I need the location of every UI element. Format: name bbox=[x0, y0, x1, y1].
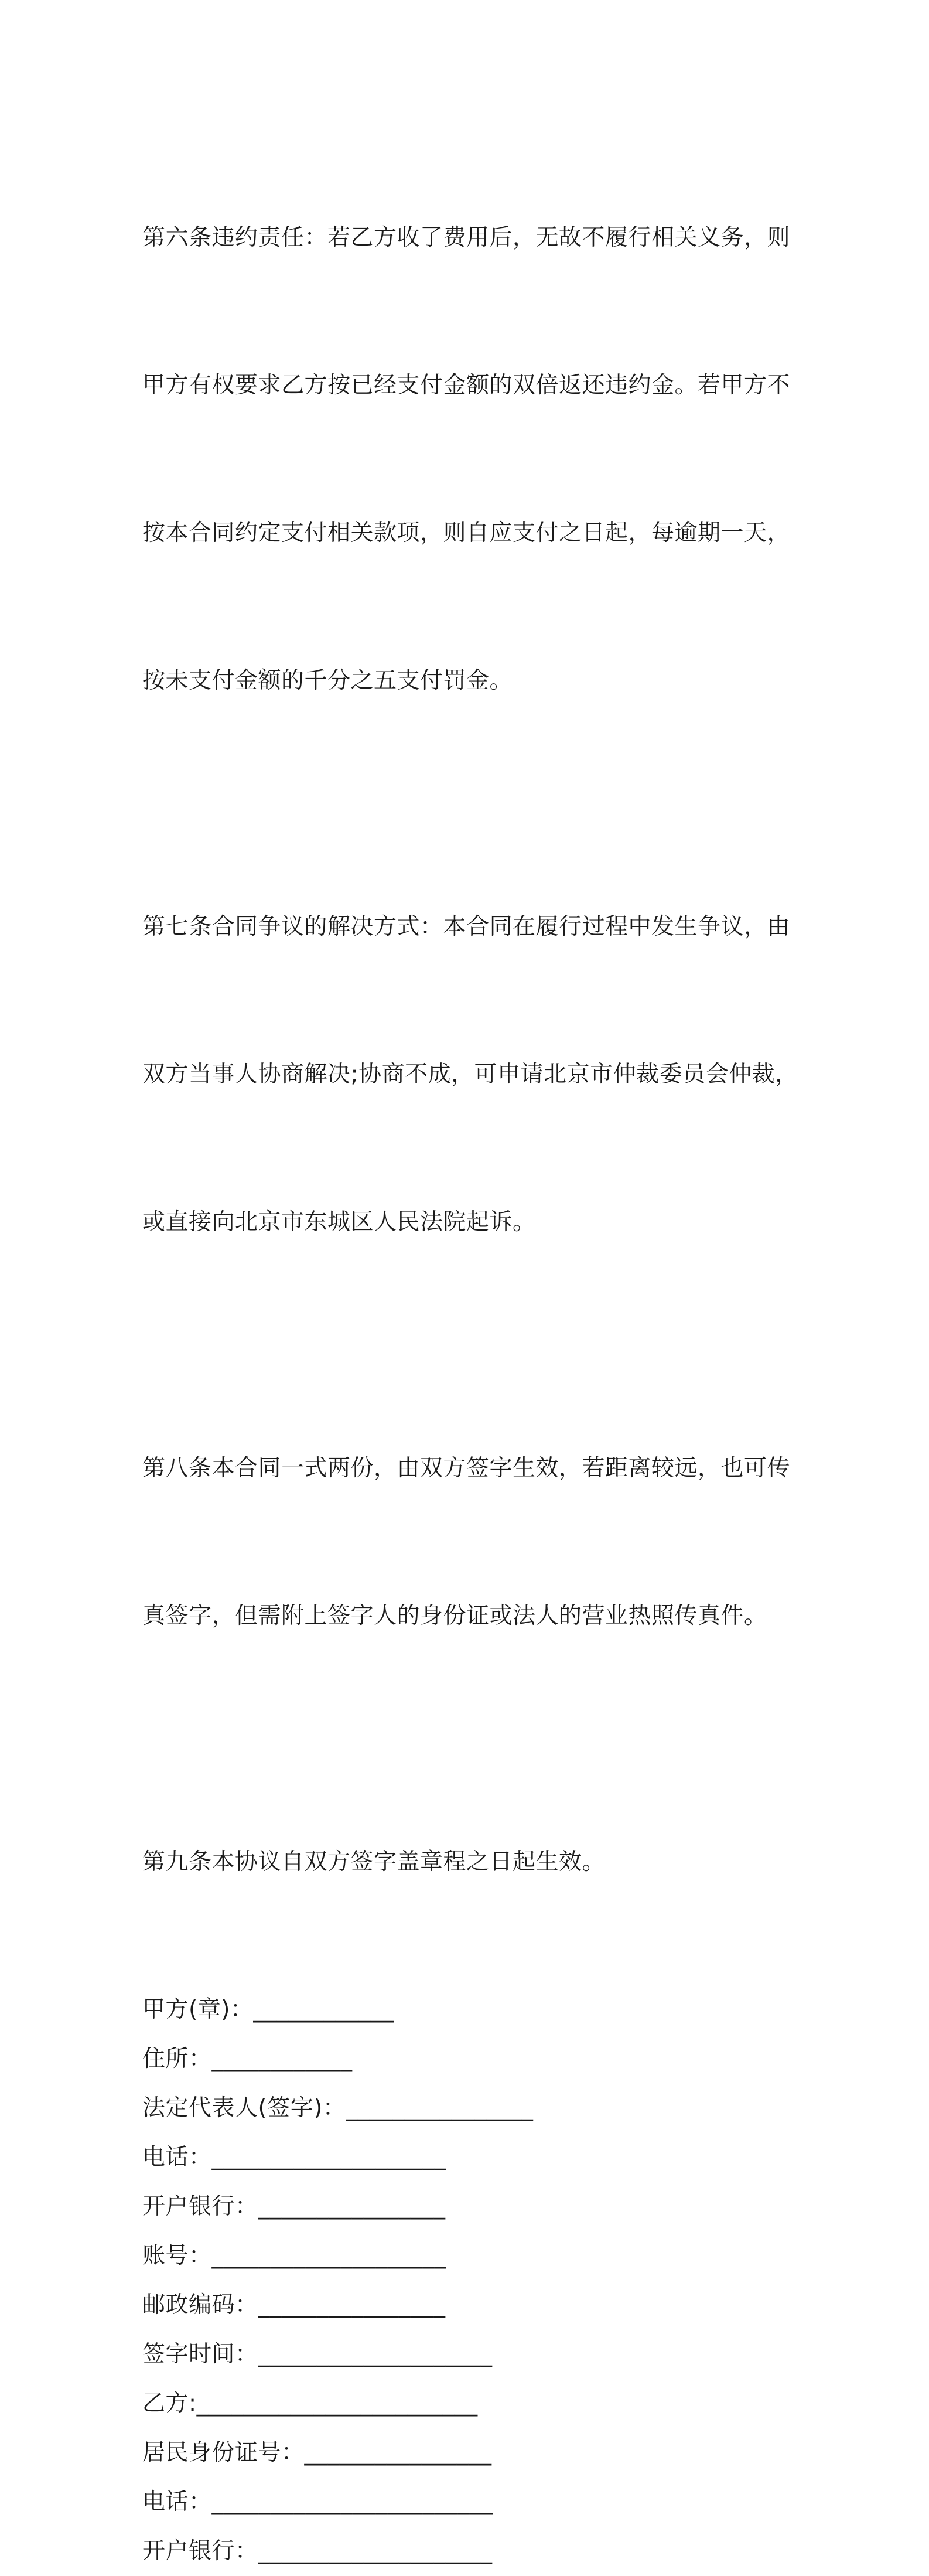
clause-line: 按本合同约定支付相关款项，则自应支付之日起，每逾期一天， bbox=[142, 520, 791, 546]
party-b-name-field: 乙方:________________________ bbox=[142, 2390, 478, 2417]
clause-line: 真签字，但需附上签字人的身份证或法人的营业热照传真件。 bbox=[142, 1603, 767, 1629]
clause-line: 第七条合同争议的解决方式：本合同在履行过程中发生争议，由 bbox=[142, 914, 791, 940]
contract-body bbox=[142, 115, 798, 2576]
clause-line: 双方当事人协商解决;协商不成，可申请北京市仲裁委员会仲裁， bbox=[142, 1061, 798, 1088]
clause-article-7 bbox=[142, 804, 798, 1345]
clause-article-8 bbox=[142, 1345, 798, 1739]
party-a-block bbox=[142, 1985, 798, 2379]
party-b-bank-field: 开户银行：____________________ bbox=[142, 2538, 493, 2564]
clause-article-9 bbox=[142, 1739, 798, 1985]
clause-line: 第八条本合同一式两份，由双方签字生效，若距离较远，也可传 bbox=[142, 1455, 791, 1481]
clause-line: 甲方有权要求乙方按已经支付金额的双倍返还违约金。若甲方不 bbox=[142, 372, 791, 398]
party-b-phone-field: 电话：________________________ bbox=[142, 2489, 493, 2515]
party-b-id-number-field: 居民身份证号：________________ bbox=[142, 2439, 492, 2466]
clause-line: 第六条违约责任：若乙方收了费用后，无故不履行相关义务，则 bbox=[142, 224, 791, 251]
party-a-account-field: 账号：____________________ bbox=[142, 2243, 446, 2269]
party-b-block bbox=[142, 2379, 798, 2576]
clause-line: 或直接向北京市东城区人民法院起诉。 bbox=[142, 1209, 536, 1235]
clause-line: 按未支付金额的千分之五支付罚金。 bbox=[142, 667, 513, 694]
party-a-bank-field: 开户银行：________________ bbox=[142, 2193, 446, 2220]
party-a-phone-field: 电话：____________________ bbox=[142, 2144, 446, 2170]
party-a-legal-rep-field: 法定代表人(签字)：________________ bbox=[142, 2095, 534, 2121]
party-a-seal-field: 甲方(章)：____________ bbox=[142, 1996, 394, 2023]
party-a-postal-code-field: 邮政编码：________________ bbox=[142, 2292, 446, 2318]
clause-line: 第九条本协议自双方签字盖章程之日起生效。 bbox=[142, 1849, 606, 1875]
party-a-sign-time-field: 签字时间：____________________ bbox=[142, 2341, 493, 2367]
party-a-address-field: 住所：____________ bbox=[142, 2046, 353, 2072]
clause-article-6 bbox=[142, 115, 798, 804]
